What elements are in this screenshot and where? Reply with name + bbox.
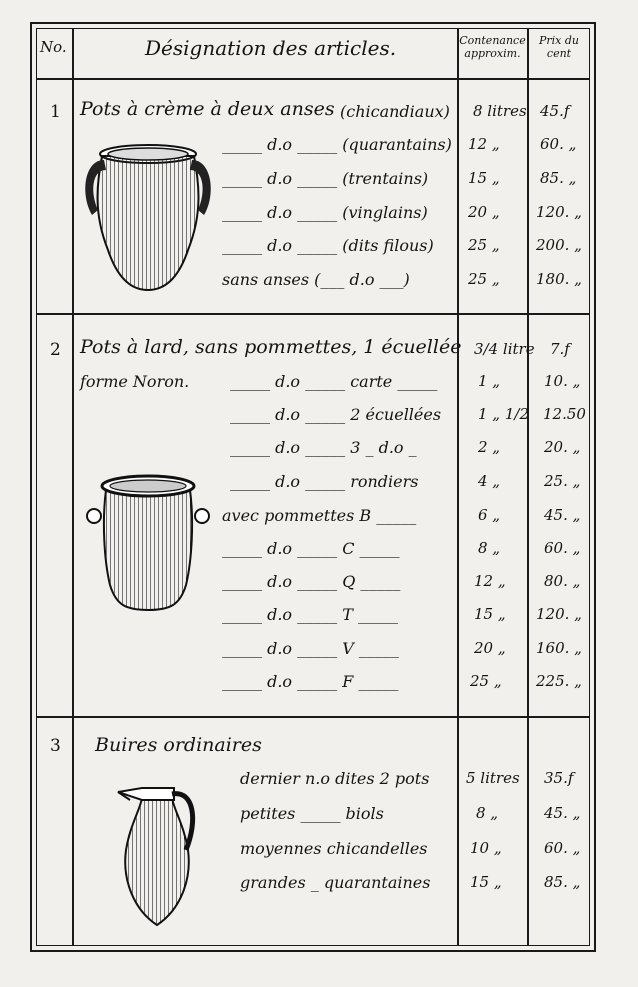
section-2-row-8-price: 80. „ [544, 572, 581, 590]
section-2-row-10-label: _____ d.o _____ V _____ [222, 639, 399, 658]
section-2-number: 2 [50, 340, 61, 360]
section-2-row-2-qty: 1 „ [478, 372, 501, 390]
section-2-row-10-qty: 20 „ [474, 639, 506, 657]
section-1-row-6-qty: 25 „ [468, 270, 500, 288]
section-1-row-5-label: _____ d.o _____ (dits filous) [222, 236, 434, 255]
header-prix: Prix du cent [538, 34, 579, 61]
lard-pot-icon [86, 470, 210, 615]
section-3-number: 3 [50, 736, 61, 756]
section-2-row-6-qty: 6 „ [478, 506, 501, 524]
section-1-row-6-price: 180. „ [536, 270, 582, 288]
section-1-row-1-label: (chicandiaux) [340, 102, 450, 121]
section-1-row-6-label: sans anses (___ d.o ___) [222, 270, 410, 289]
section-2-row-4-price: 20. „ [544, 438, 581, 456]
section-2-row-8-label: _____ d.o _____ Q _____ [222, 572, 401, 591]
section-2-row-7-qty: 8 „ [478, 539, 501, 557]
section-2-row-9-price: 120. „ [536, 605, 582, 623]
section-2-row-5-label: _____ d.o _____ rondiers [230, 472, 419, 491]
section-2-row-11-qty: 25 „ [470, 672, 502, 690]
section-1-row-1-qty: 8 litres [473, 102, 527, 120]
section-1-title: Pots à crème à deux anses [80, 98, 335, 120]
section-2-row-3-qty: 1 „ 1/2 [478, 405, 529, 423]
section-3-row-1-label: dernier n.o dites 2 pots [240, 769, 430, 788]
section-1-row-5-qty: 25 „ [468, 236, 500, 254]
header-contenance: Contenance approxim. [459, 34, 526, 61]
section-1-row-3-label: _____ d.o _____ (trentains) [222, 169, 429, 188]
section-1-row-1-price: 45.f [540, 102, 570, 120]
header-no: No. [40, 38, 67, 56]
section-1-row-4-qty: 20 „ [468, 203, 500, 221]
column-divider-designation [457, 28, 459, 946]
section-1-rule [36, 313, 590, 315]
section-2-title: Pots à lard, sans pommettes, 1 écuellée [80, 336, 462, 358]
section-3-row-1-price: 35.f [544, 769, 574, 787]
section-2-row-7-label: _____ d.o _____ C _____ [222, 539, 400, 558]
section-1-row-3-price: 85. „ [540, 169, 577, 187]
header-rule [36, 78, 590, 80]
section-1-row-3-qty: 15 „ [468, 169, 500, 187]
section-2-row-1-qty: 3/4 litre [474, 340, 535, 358]
section-3-row-3-label: moyennes chicandelles [240, 839, 428, 858]
section-2-row-9-qty: 15 „ [474, 605, 506, 623]
section-2-row-10-price: 160. „ [536, 639, 582, 657]
section-3-row-4-price: 85. „ [544, 873, 581, 891]
section-2-row-8-qty: 12 „ [474, 572, 506, 590]
section-1-row-2-qty: 12 „ [468, 135, 500, 153]
section-3-row-2-label: petites _____ biols [240, 804, 384, 823]
section-1-row-2-price: 60. „ [540, 135, 577, 153]
section-1-row-5-price: 200. „ [536, 236, 582, 254]
section-2-row-4-label: _____ d.o _____ 3 _ d.o _ [230, 438, 417, 457]
section-3-row-1-qty: 5 litres [466, 769, 520, 787]
section-2-rule [36, 716, 590, 718]
column-divider-contenance [527, 28, 529, 946]
section-3-row-4-label: grandes _ quarantaines [240, 873, 431, 892]
section-2-row-9-label: _____ d.o _____ T _____ [222, 605, 398, 624]
section-2-row-3-label: _____ d.o _____ 2 écuellées [230, 405, 442, 424]
buire-jug-icon [112, 780, 202, 930]
section-3-row-4-qty: 15 „ [470, 873, 502, 891]
section-2-row-2-price: 10. „ [544, 372, 581, 390]
column-divider-no [72, 28, 74, 946]
section-2-row-11-price: 225. „ [536, 672, 582, 690]
section-2-row-2-label: _____ d.o _____ carte _____ [230, 372, 438, 391]
section-2-row-6-price: 45. „ [544, 506, 581, 524]
section-3-row-2-qty: 8 „ [476, 804, 499, 822]
section-2-row-4-qty: 2 „ [478, 438, 501, 456]
section-2-row-7-price: 60. „ [544, 539, 581, 557]
section-1-row-4-label: _____ d.o _____ (vinglains) [222, 203, 428, 222]
section-1-number: 1 [50, 102, 61, 122]
header-designation: Désignation des articles. [145, 36, 397, 60]
section-3-row-3-price: 60. „ [544, 839, 581, 857]
section-1-row-4-price: 120. „ [536, 203, 582, 221]
section-2-row-3-price: 12.50 [543, 405, 586, 423]
section-2-row-5-price: 25. „ [544, 472, 581, 490]
section-1-row-2-label: _____ d.o _____ (quarantains) [222, 135, 452, 154]
section-2-row-11-label: _____ d.o _____ F _____ [222, 672, 399, 691]
section-3-row-3-qty: 10 „ [470, 839, 502, 857]
section-2-row-1-price: 7.f [550, 340, 570, 358]
two-handled-cream-pot-icon [78, 140, 218, 300]
section-2-row-5-qty: 4 „ [478, 472, 501, 490]
section-2-row-6-label: avec pommettes B _____ [222, 506, 417, 525]
section-3-title: Buires ordinaires [95, 734, 262, 756]
section-3-row-2-price: 45. „ [544, 804, 581, 822]
section-2-subtitle: forme Noron. [80, 372, 190, 391]
